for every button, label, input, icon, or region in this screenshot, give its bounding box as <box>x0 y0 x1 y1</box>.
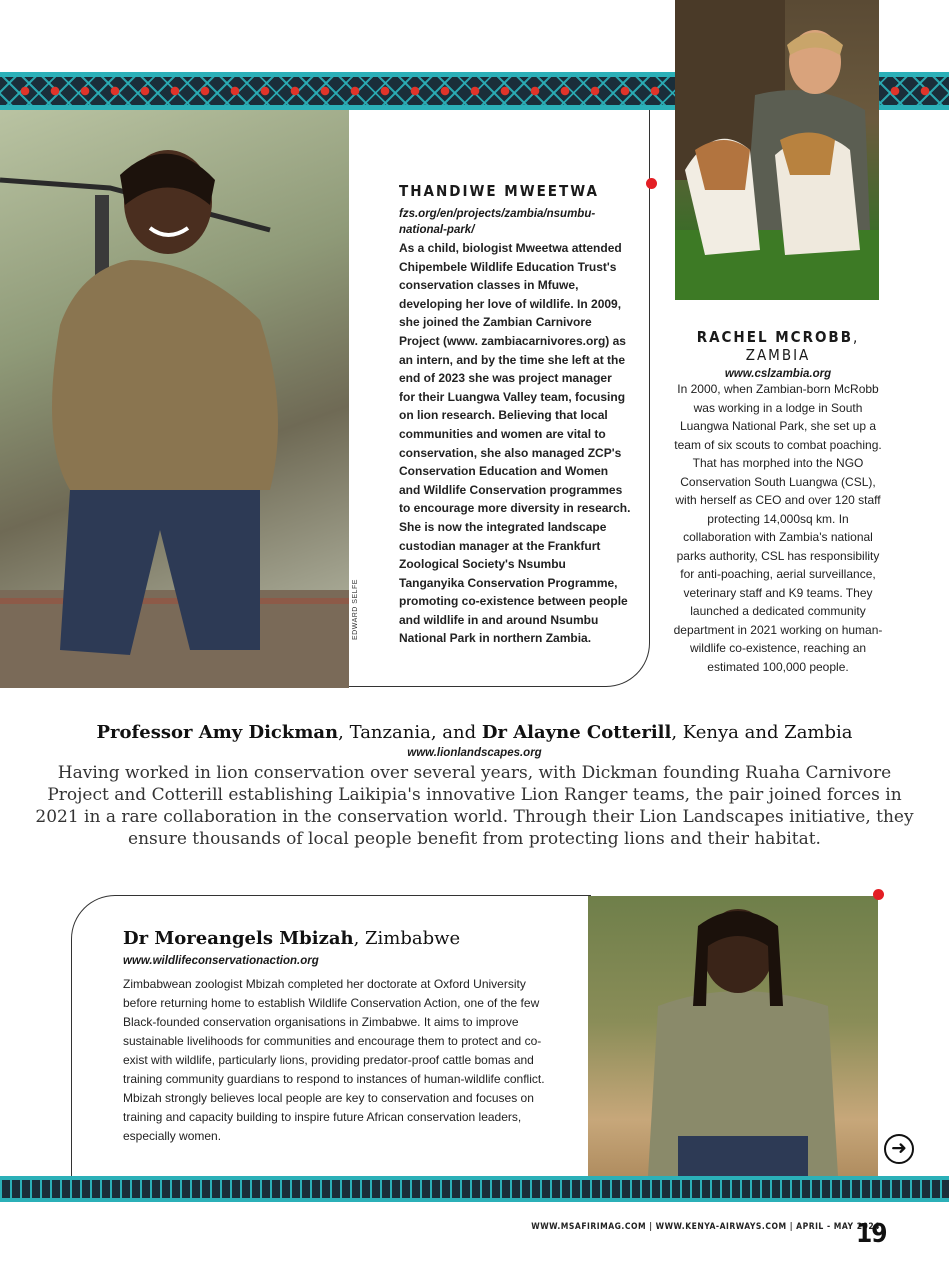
thandiwe-url[interactable]: fzs.org/en/projects/zambia/nsumbu-national-park/ <box>399 208 596 236</box>
rachel-section <box>672 328 884 676</box>
dickman-name: Professor Amy Dickman <box>96 722 339 743</box>
rachel-country: , ZAMBIA <box>745 328 860 364</box>
mbizah-section <box>123 928 563 1146</box>
mbizah-country: , Zimbabwe <box>353 928 461 949</box>
rachel-photo <box>675 0 879 300</box>
rachel-body: In 2000, when Zambian-born McRobb was working in a lodge in South Luangwa National Park, she set up a team of six scouts to combat poaching. That has morphed into the NGO Conservation South Luangwa (CSL), with herself as CEO and over 120 staff protecting 14,000sq km. In collaboration with Zambia's national parks authority, CSL has responsibility for anti-poaching, aerial surveillance, veterinary staff and K9 teams. They launched a dedicated community department in 2021 working on human-wildlife co-existence, reaching an estimated 100,000 people. <box>673 382 883 674</box>
thandiwe-section <box>399 182 631 648</box>
cotterill-country: , Kenya and Zambia <box>671 722 853 743</box>
thandiwe-body: As a child, biologist Mweetwa attended Chipembele Wildlife Education Trust's conservation classes in Mfuwe, developing her love of wildlife. In 2009, she joined the Zambian Carnivore Project (www. zambiacarnivores.org) as an intern, and by the time she left at the end of 2023 she was project manager for their Luangwa Valley team, focusing on lion research. Believing that local communities and women are vital to conservation, she also managed ZCP's Conservation Education and Women and Wildlife Conservation programmes to encourage more diversity in research. She is now the integrated landscape custodian manager at the Frankfurt Zoological Society's Nsumbu Tanganyika Conservation Programme, promoting co-existence between people and wildlife in and around Nsumbu National Park in northern Zambia. <box>399 241 631 646</box>
cotterill-name: Dr Alayne Cotterill <box>481 722 672 743</box>
rachel-heading <box>672 328 884 364</box>
thandiwe-photo <box>0 110 349 688</box>
rachel-name: RACHEL MCROBB <box>696 328 853 346</box>
arrow-right-circle-icon[interactable]: ➜ <box>884 1134 914 1164</box>
mbizah-heading <box>123 928 563 949</box>
rachel-figure <box>675 0 879 300</box>
page-number: 19 <box>856 1219 887 1249</box>
mbizah-body: Zimbabwean zoologist Mbizah completed her doctorate at Oxford University before returning home to establish Wildlife Conservation Action, one of the few Black-founded conservation organisations in Zimbabwe. It aims to improve sustainable livelihoods for communities and encourage them to protect and co-exist with wildlife, particularly lions, providing predator-proof cattle bomas and training community guardians to respond to instances of human-wildlife conflict. Mbizah strongly believes local people are key to conservation and focuses on training and capacity building to inspire future African conservation leaders, especially women. <box>123 977 545 1143</box>
photo-credit: EDWARD SELFE <box>352 579 359 640</box>
dickman-url[interactable]: www.lionlandscapes.org <box>407 747 542 759</box>
mbizah-photo <box>588 896 878 1176</box>
mbizah-url[interactable]: www.wildlifeconservationaction.org <box>123 955 319 967</box>
rachel-url[interactable]: www.cslzambia.org <box>724 368 832 380</box>
mbizah-name: Dr Moreangels Mbizah <box>123 928 354 949</box>
dickman-cotterill-section <box>30 722 919 850</box>
dickman-body: Having worked in lion conservation over several years, with Dickman founding Ruaha Carnivore Project and Cotterill establishing Laikipia's innovative Lion Ranger teams, the pair joined forces in 2021 in a rare collaboration in the conservation world. Through their Lion Landscapes initiative, they ensure thousands of local people benefit from protecting lions and their habitat. <box>35 763 914 849</box>
mbizah-figure <box>588 896 878 1176</box>
red-dot-marker <box>873 889 884 900</box>
dickman-country: , Tanzania, and <box>338 722 482 743</box>
red-dot-marker <box>646 178 657 189</box>
thandiwe-figure <box>0 110 349 688</box>
thandiwe-name: THANDIWE MWEETWA <box>399 182 599 200</box>
footer-text: WWW.MSAFIRIMAG.COM | WWW.KENYA-AIRWAYS.COM | APRIL - MAY 2024 <box>531 1222 880 1232</box>
bottom-pattern-band <box>0 1176 949 1202</box>
dickman-heading <box>30 722 919 743</box>
